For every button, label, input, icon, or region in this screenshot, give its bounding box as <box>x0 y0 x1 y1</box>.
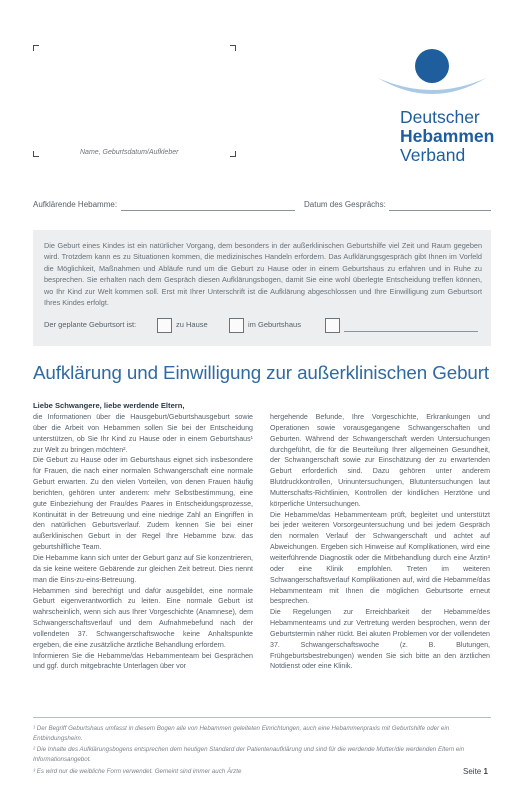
logo-wordmark <box>400 108 494 165</box>
page-title: Aufklärung und Einwilligung zur außerklinischen Geburt <box>33 362 490 383</box>
info-text: Die Geburt eines Kindes ist ein natürlicher Vorgang, dem besonders in der außerklinischen Geburtshilfe viel Zeit und Raum gegeben wird. Trotzdem kann es zu Situationen kommen, die medizinisches Handeln erfordern. Das Aufklärungsgespräch gibt Ihnen im Vorfeld die Möglichkeit, Maßnahmen und Abläufe rund um die Geburt zu Hause oder in einem Geburtshaus zu erfahren und in Ruhe zu besprechen. Sie erhalten nach dem Gespräch diesen Aufklärungsbogen, damit Sie eine wohl überlegte Entscheidung treffen können, wo Ihr Kind zur Welt kommen soll. Erst mit Ihrer Unterschrift ist die Aufklärung abgeschlossen und Ihre Einwilligung zum Geburtsort Ihres Kindes erfolgt. <box>44 241 482 308</box>
midwife-label: Aufklärende Hebamme: <box>33 200 118 209</box>
footnote-3: ³ Es wird nur die weibliche Form verwendet. Gemeint sind immer auch Ärzte <box>33 768 242 775</box>
logo-line-1: Deutscher <box>400 107 480 127</box>
body-column-right <box>270 412 490 672</box>
dhv-logo-icon <box>376 46 488 106</box>
paragraph: Hebammen sind berechtigt und dafür ausgebildet, eine normale Geburt eigenverantwortlich zu leiten. Eine normale Geburt ist wahrscheinlich, wenn sich aus Ihrer Vorgeschichte (Anamnese), dem Schwangerschaftsverlauf und dem Aufnahmebefund nach der vollendeten 37. Schwangerschaftswoche keine Anhaltspunkte ergeben, die eine zusätzliche ärztliche Behandlung erfordern. <box>33 586 253 649</box>
date-label: Datum des Gesprächs: <box>304 200 386 209</box>
checkbox-home[interactable] <box>157 318 172 333</box>
paragraph: hergehende Befunde, Ihre Vorgeschichte, Erkrankungen und Operationen sowie vorausgegangene Schwangerschaften und Geburten. Während der Schwangerschaft werden Untersuchungen durchgeführt, die für die Beurteilung Ihrer allgemeinen Gesundheit, der Schwangerschaft sowie zur Einschätzung der zu erwartenden Geburt erforderlich sind. Dazu gehören unter anderem Blutdruckkontrollen, Urinuntersuchungen, Blutuntersuchungen laut Mutterschafts-Richtlinien, Kontrollen der kindlichen Herztöne und körperliche Untersuchungen. <box>270 413 490 508</box>
crop-mark-top-left <box>33 45 39 51</box>
footnote-2: ² Die Inhalte des Aufklärungsbogens entsprechen dem heutigen Standard der Patientenaufklärung und sind für die werdende Mutter/die werdenden Eltern ein Informationsangebot. <box>33 746 465 763</box>
page-number-value: 1 <box>483 767 488 776</box>
logo-line-3: Verband <box>400 145 466 165</box>
crop-mark-top-right <box>230 45 236 51</box>
paragraph: Die Regelungen zur Erreichbarkeit der Hebamme/des Hebammenteams und zur Vertretung werden besprochen, wenn der Geburtstermin näher rückt. Bei akuten Problemen vor der vollendeten 37. Schwangerschaftswoche (z. B. Blutungen, Frühgeburtsbestrebungen) wenden Sie sich bitte an den ärztlichen Notdienst oder eine Klinik. <box>270 608 490 671</box>
paragraph: Informieren Sie die Hebamme/das Hebammenteam bei Gesprächen und ggf. durch mitgebrachte Unterlagen über vor <box>33 651 253 671</box>
footnote-divider <box>33 717 491 718</box>
paragraph: die Informationen über die Hausgeburt/Geburtshausgeburt sowie über die Arbeit von Hebammen sollen Sie bei der Entscheidung unterstützen, ob Sie Ihr Kind zu Hause oder in einem Geburtshaus¹ zur Welt zu bringen möchten². <box>33 413 253 454</box>
logo-line-2: Hebammen <box>400 126 495 146</box>
page-label: Seite <box>463 767 482 776</box>
option-birthhouse-label: im Geburtshaus <box>248 320 301 329</box>
birthplace-label: Der geplante Geburtsort ist: <box>44 320 137 329</box>
checkbox-birthhouse[interactable] <box>229 318 244 333</box>
body-column-left <box>33 412 253 672</box>
footnote-1: ¹ Der Begriff Geburtshaus umfasst in diesem Bogen alle von Hebammen geleiteten Einrichtungen, auch eine Hebammenpraxis mit Geburtshilfe oder ein Entbindungsheim. <box>33 725 450 742</box>
greeting: Liebe Schwangere, liebe werdende Eltern, <box>33 401 185 410</box>
crop-mark-bottom-right <box>230 151 236 157</box>
paragraph: Die Hebamme/das Hebammenteam prüft, begleitet und unterstützt bei jeder weiteren Vorsorgeuntersuchung und bei jedem Gespräch den normalen Verlauf der Schwangerschaft und achtet auf Abweichungen. Ergeben sich Hinweise auf Komplikationen, wird eine weiterführende Diagnostik oder die Mitbehandlung durch eine Ärztin³ oder eine Klinik empfohlen. Treten im weiteren Schwangerschaftsverlauf Komplikationen auf, wird die Hebamme/das Hebammenteam mit Ihnen die möglichen Geburtsorte erneut besprechen. <box>270 510 490 606</box>
other-place-field[interactable] <box>344 331 478 332</box>
sticker-label: Name, Geburtsdatum/Aufkleber <box>80 149 179 156</box>
paragraph: Die Hebamme kann sich unter der Geburt ganz auf Sie konzentrieren, da sie keine weitere Gebärende zur gleichen Zeit betreut. Dies nennt man die Eins-zu-eins-Betreuung. <box>33 553 253 584</box>
midwife-field[interactable] <box>121 210 295 211</box>
option-home-label: zu Hause <box>176 320 208 329</box>
checkbox-other[interactable] <box>325 318 340 333</box>
paragraph: Die Geburt zu Hause oder im Geburtshaus eignet sich insbesondere für Frauen, die nach einer normalen Schwangerschaft eine normale Geburt erwarten. Zu den vielen Vorteilen, von denen Frauen häufig berichten, gehören unter anderem: mehr Selbstbestimmung, eine gute Einbeziehung der Frau/des Paares in Entscheidungsprozesse, Kontinuität in der Betreuung und eine niedrige Zahl an Eingriffen in den natürlichen Geburtsverlauf. Zudem kennen Sie bei einer außerklinischen Geburt in der Regel Ihre Hebamme bzw. das geburtshilfliche Team. <box>33 456 253 552</box>
page-number <box>463 767 488 776</box>
date-field[interactable] <box>389 210 491 211</box>
crop-mark-bottom-left <box>33 151 39 157</box>
